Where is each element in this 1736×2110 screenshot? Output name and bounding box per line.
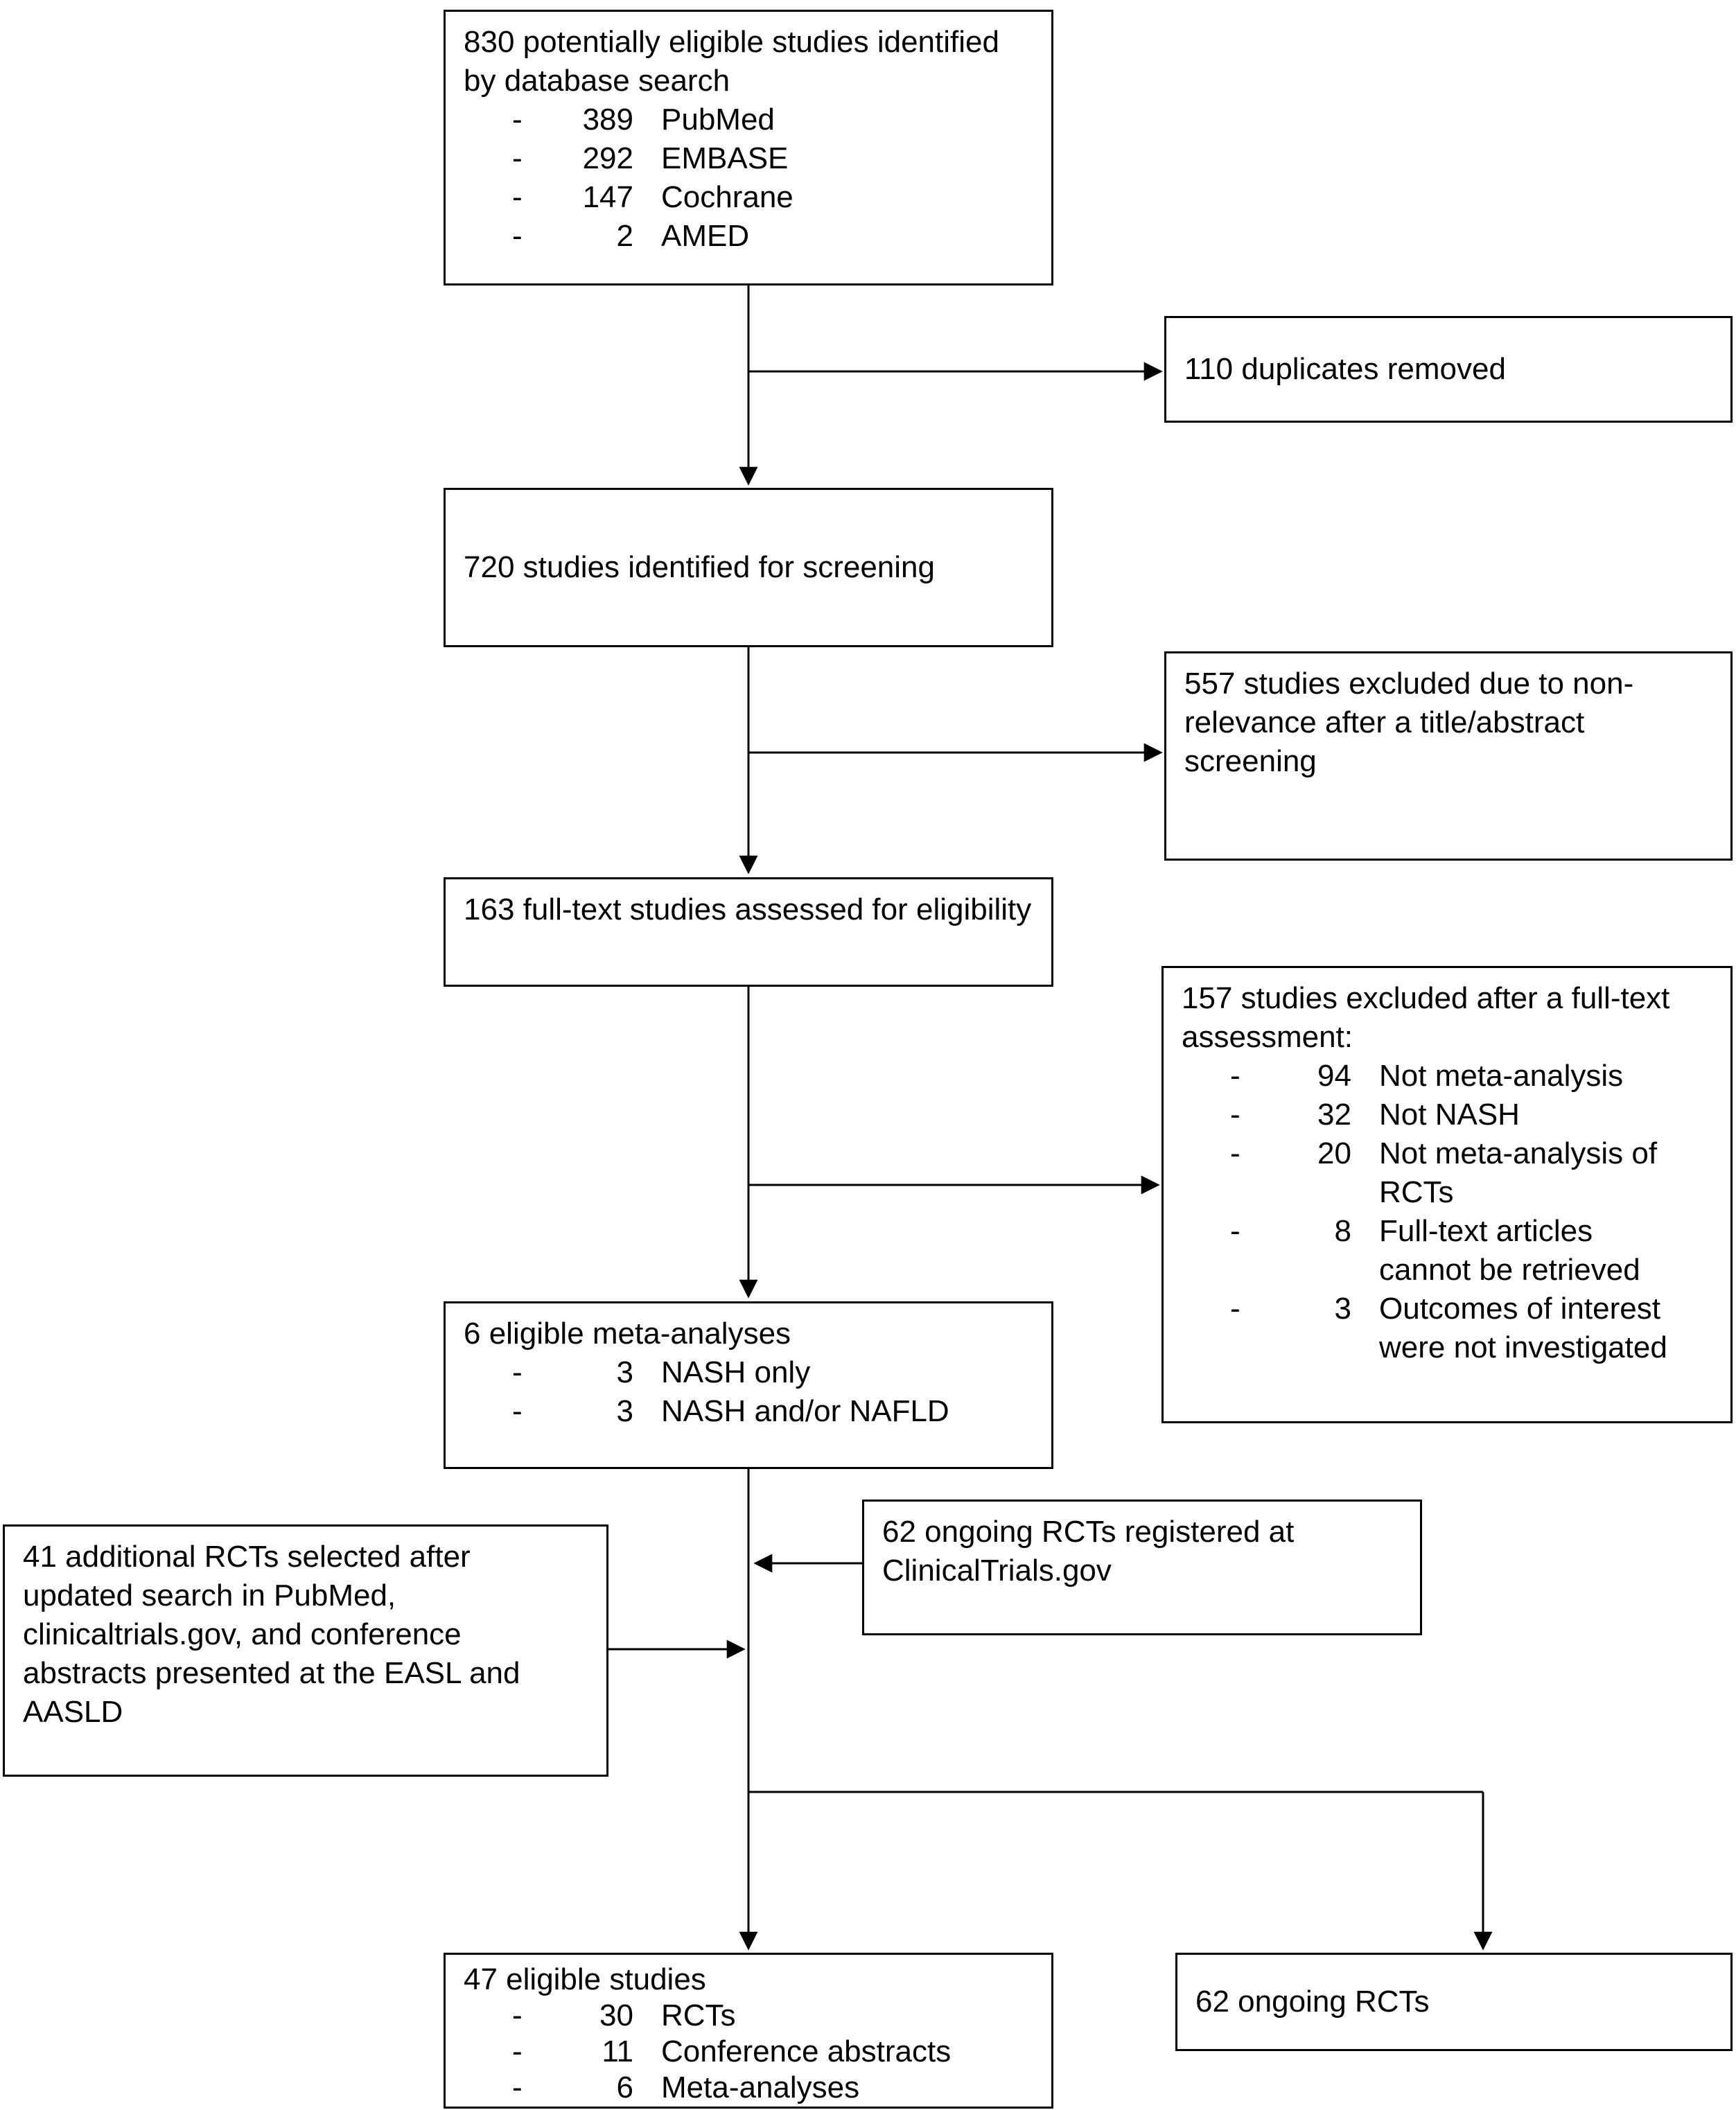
list-item bbox=[512, 1392, 1033, 1431]
list-dash: - bbox=[512, 1355, 523, 1389]
list-dash: - bbox=[1230, 1214, 1240, 1248]
list-item bbox=[512, 100, 1033, 139]
box-eligible-meta-analyses bbox=[444, 1301, 1053, 1469]
box-ongoing-rcts-registered bbox=[862, 1500, 1422, 1635]
box-title: 62 ongoing RCTs bbox=[1195, 1985, 1430, 2019]
list-item bbox=[1230, 1212, 1682, 1290]
list-dash: - bbox=[1230, 1098, 1240, 1132]
list-item bbox=[512, 2070, 1033, 2106]
item-count: 11 bbox=[602, 2034, 633, 2068]
box-title: 62 ongoing RCTs registered at ClinicalTrials.gov bbox=[882, 1515, 1295, 1588]
list-dash: - bbox=[1230, 1059, 1240, 1093]
list-dash: - bbox=[512, 219, 523, 253]
list-item bbox=[512, 2034, 1033, 2070]
item-count: 292 bbox=[582, 141, 633, 175]
item-label: Cochrane bbox=[661, 180, 794, 214]
box-additional-rcts bbox=[3, 1524, 608, 1777]
list-item bbox=[512, 217, 1033, 256]
box-studies-for-screening bbox=[444, 488, 1053, 647]
box-eligible-studies bbox=[444, 1953, 1053, 2109]
list-item bbox=[1230, 1057, 1682, 1096]
box-excluded-fulltext bbox=[1161, 966, 1733, 1423]
list-dash: - bbox=[512, 103, 523, 137]
item-count: 3 bbox=[1334, 1292, 1351, 1326]
list-item bbox=[512, 178, 1033, 217]
item-count: 389 bbox=[582, 103, 633, 137]
box-title: 163 full-text studies assessed for eligibility bbox=[464, 893, 1032, 926]
item-label: EMBASE bbox=[661, 141, 789, 175]
list-item bbox=[1230, 1134, 1682, 1212]
item-count: 20 bbox=[1317, 1136, 1351, 1170]
list-dash: - bbox=[512, 1998, 523, 2032]
box-duplicates-removed bbox=[1164, 316, 1733, 423]
item-label: NASH only bbox=[661, 1355, 811, 1389]
box-excluded-title-abstract bbox=[1164, 651, 1733, 861]
box-title: 830 potentially eligible studies identified by database search bbox=[464, 25, 999, 98]
box-title: 720 studies identified for screening bbox=[464, 550, 935, 584]
item-label: Not NASH bbox=[1379, 1098, 1520, 1132]
box-fulltext-assessed bbox=[444, 877, 1053, 987]
item-count: 32 bbox=[1317, 1098, 1351, 1132]
box-title: 6 eligible meta-analyses bbox=[464, 1317, 791, 1351]
list-item bbox=[512, 139, 1033, 178]
box-title: 47 eligible studies bbox=[464, 1962, 706, 1996]
item-label: NASH and/or NAFLD bbox=[661, 1394, 949, 1428]
item-label: RCTs bbox=[661, 1998, 736, 2032]
item-label: Conference abstracts bbox=[661, 2034, 952, 2068]
item-label: PubMed bbox=[661, 103, 775, 137]
box-identified-studies bbox=[444, 10, 1053, 285]
box-title: 41 additional RCTs selected after updated search in PubMed, clinicaltrials.gov, and conference abstracts presented at the EASL and AASLD bbox=[23, 1540, 520, 1729]
box-ongoing-rcts bbox=[1175, 1953, 1733, 2051]
item-label: Meta-analyses bbox=[661, 2071, 860, 2104]
identified-list bbox=[464, 100, 1033, 256]
item-count: 6 bbox=[616, 2071, 633, 2104]
box-title: 557 studies excluded due to non-relevance after a title/abstract screening bbox=[1184, 667, 1634, 778]
list-dash: - bbox=[512, 1394, 523, 1428]
item-label: Outcomes of interest were not investigated bbox=[1379, 1292, 1667, 1364]
item-label: AMED bbox=[661, 219, 750, 253]
list-item bbox=[512, 1998, 1033, 2034]
item-label: Not meta-analysis bbox=[1379, 1059, 1624, 1093]
eligible-studies-list bbox=[464, 1998, 1033, 2106]
list-item bbox=[1230, 1290, 1682, 1367]
item-label: Not meta-analysis of RCTs bbox=[1379, 1136, 1658, 1209]
item-count: 94 bbox=[1317, 1059, 1351, 1093]
list-item bbox=[1230, 1096, 1682, 1134]
item-count: 30 bbox=[599, 1998, 633, 2032]
item-count: 8 bbox=[1334, 1214, 1351, 1248]
list-dash: - bbox=[1230, 1292, 1240, 1326]
item-count: 3 bbox=[616, 1355, 633, 1389]
excluded-fulltext-list bbox=[1182, 1057, 1682, 1367]
list-dash: - bbox=[512, 2071, 523, 2104]
box-title: 110 duplicates removed bbox=[1184, 352, 1506, 386]
box-title: 157 studies excluded after a full-text assessment: bbox=[1182, 981, 1670, 1054]
meta-analyses-list bbox=[464, 1353, 1033, 1431]
list-dash: - bbox=[512, 141, 523, 175]
list-dash: - bbox=[512, 180, 523, 214]
list-item bbox=[512, 1353, 1033, 1392]
item-count: 2 bbox=[616, 219, 633, 253]
list-dash: - bbox=[1230, 1136, 1240, 1170]
item-count: 147 bbox=[582, 180, 633, 214]
list-dash: - bbox=[512, 2034, 523, 2068]
item-label: Full-text articles cannot be retrieved bbox=[1379, 1214, 1640, 1287]
item-count: 3 bbox=[616, 1394, 633, 1428]
